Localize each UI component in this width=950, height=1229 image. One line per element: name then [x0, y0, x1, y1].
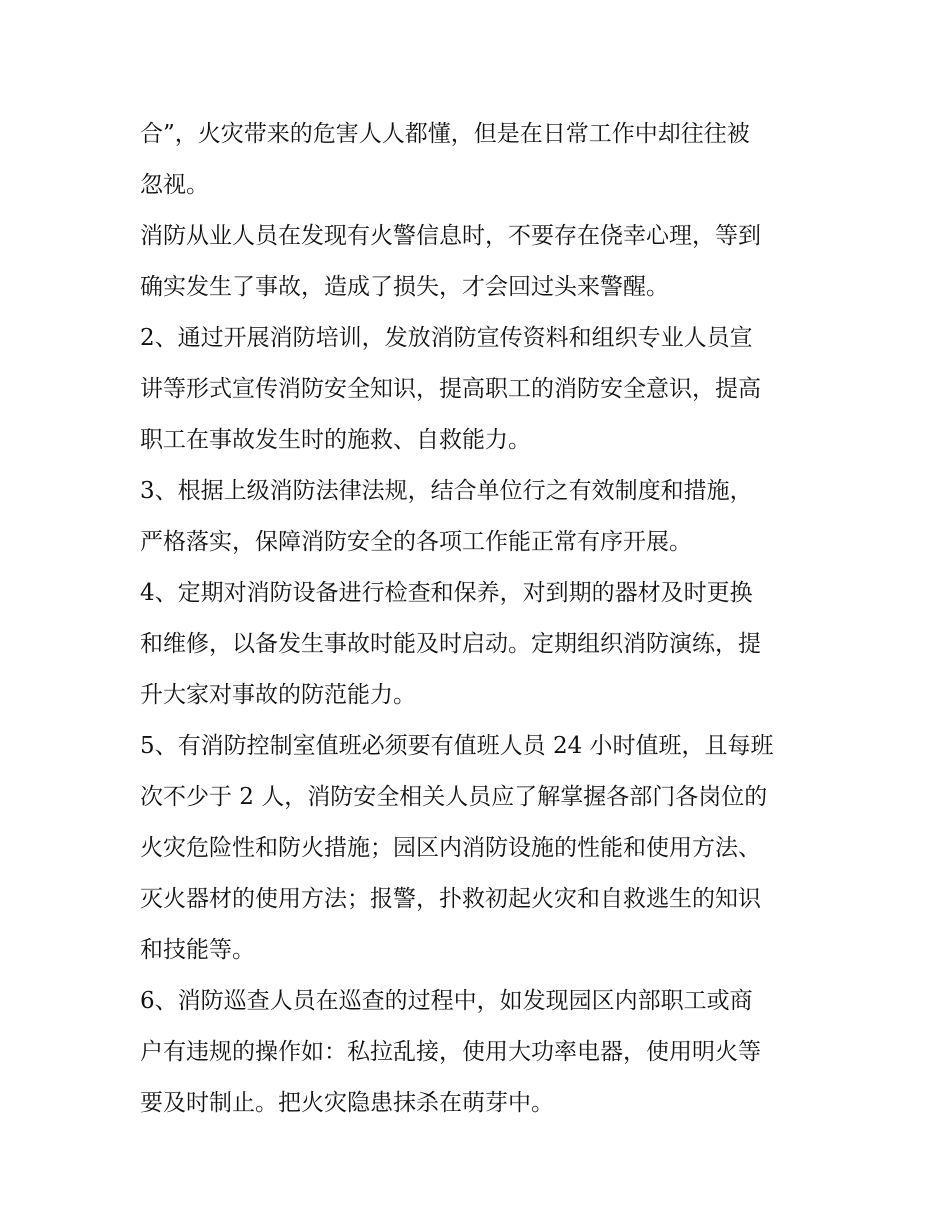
paragraph-item-6-patrol: 6、消防巡查人员在巡查的过程中，如发现园区内部职工或商 户有违规的操作如：私拉乱接，使用大功率电器，使用明火等 要及时制止。把火灾隐患抹杀在萌芽中。: [140, 988, 761, 1116]
paragraph-fire-hazard-ignored: 合”，火灾带来的危害人人都懂，但是在日常工作中却往往被 忽视。: [140, 121, 750, 198]
paragraph-no-luck-mentality: 消防从业人员在发现有火警信息时，不要存在侥幸心理，等到 确实发生了事故，造成了损失，才会回过头来警醒。: [140, 223, 761, 300]
paragraph-item-3-regulations: 3、根据上级消防法律法规，结合单位行之有效制度和措施， 严格落实，保障消防安全的各项工作能正常有序开展。: [140, 478, 753, 555]
paragraph-item-4-equipment: 4、定期对消防设备进行检查和保养，对到期的器材及时更换 和维修，以备发生事故时能及时启动。定期组织消防演练，提 升大家对事故的防范能力。: [140, 580, 761, 708]
paragraph-item-5-control-room: 5、有消防控制室值班必须要有值班人员 24 小时值班，且每班 次不少于 2 人，消防安全相关人员应了解掌握各部门各岗位的 火灾危险性和防火措施；园区内消防设施的性能和使用方法、 灭火器材的使用方法；报警，扑救初起火灾和自救逃生的知识 和技能等。: [140, 733, 774, 963]
paragraph-item-2-training: 2、通过开展消防培训，发放消防宣传资料和组织专业人员宣 讲等形式宣传消防安全知识，提高职工的消防安全意识，提高 职工在事故发生时的施救、自救能力。: [140, 325, 761, 453]
document-body: [140, 109, 820, 1129]
